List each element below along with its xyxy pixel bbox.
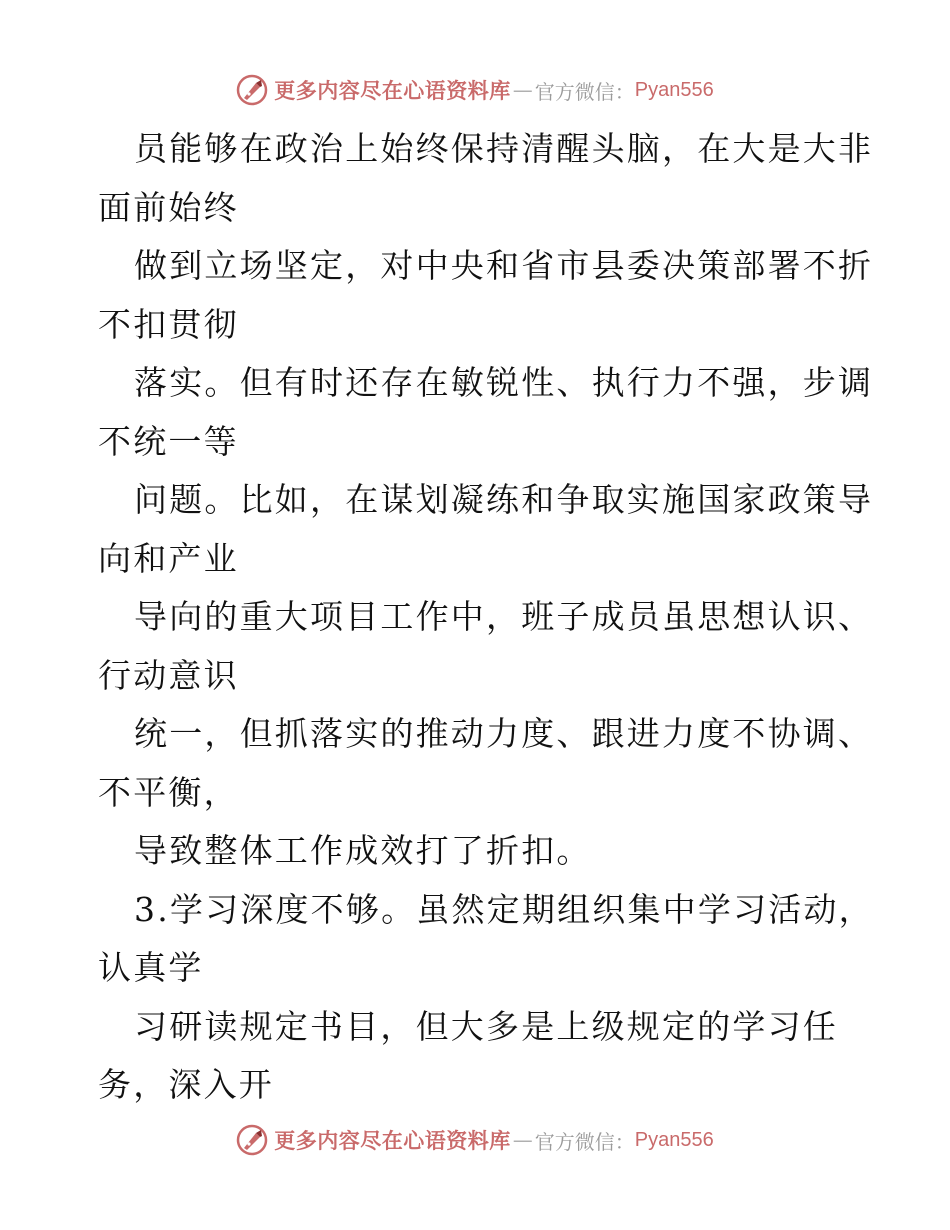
header-banner — [0, 70, 950, 110]
body-line: 做到立场坚定，对中央和省市县委决策部署不折 — [134, 246, 874, 285]
body-line: 向和产业 — [98, 538, 239, 578]
footer-brand-text: 更多内容尽在心语资料库 — [274, 1128, 511, 1153]
body-line: 习研读规定书目，但大多是上级规定的学习任 — [134, 1006, 838, 1046]
body-line: 3.学习深度不够。虽然定期组织集中学习活动， — [134, 889, 874, 929]
body-line: 员能够在政治上始终保持清醒头脑，在大是大非 — [134, 129, 874, 168]
body-line: 问题。比如，在谋划凝练和争取实施国家政策导 — [134, 480, 874, 519]
body-line: 不扣贯彻 — [98, 304, 239, 344]
body-line: 认真学 — [98, 948, 204, 987]
pen-nib-logo-icon — [236, 1124, 268, 1156]
body-line: 行动意识 — [98, 655, 239, 695]
footer-banner — [0, 1120, 950, 1160]
footer-separator: — — [512, 1128, 533, 1152]
body-line: 务，深入开 — [98, 1065, 274, 1104]
body-line: 落实。但有时还存在敏锐性、执行力不强，步调 — [134, 363, 874, 402]
header-wechat-account: Pyan556 — [634, 78, 714, 101]
body-line: 统一，但抓落实的推动力度、跟进力度不协调、 — [134, 714, 874, 753]
body-line: 不统一等 — [98, 421, 239, 461]
header-separator: — — [512, 78, 533, 102]
footer-wechat-label: 官方微信： — [534, 1129, 635, 1154]
header-brand-text: 更多内容尽在心语资料库 — [274, 78, 511, 103]
body-line: 不平衡， — [98, 772, 239, 812]
header-wechat-label: 官方微信： — [534, 79, 635, 104]
body-line: 导向的重大项目工作中，班子成员虽思想认识、 — [134, 597, 874, 636]
footer-wechat-account: Pyan556 — [634, 1128, 714, 1151]
body-line: 面前始终 — [98, 187, 239, 227]
document-body — [98, 120, 874, 1115]
pen-nib-logo-icon — [236, 74, 268, 106]
body-line: 导致整体工作成效打了折扣。 — [134, 831, 592, 870]
